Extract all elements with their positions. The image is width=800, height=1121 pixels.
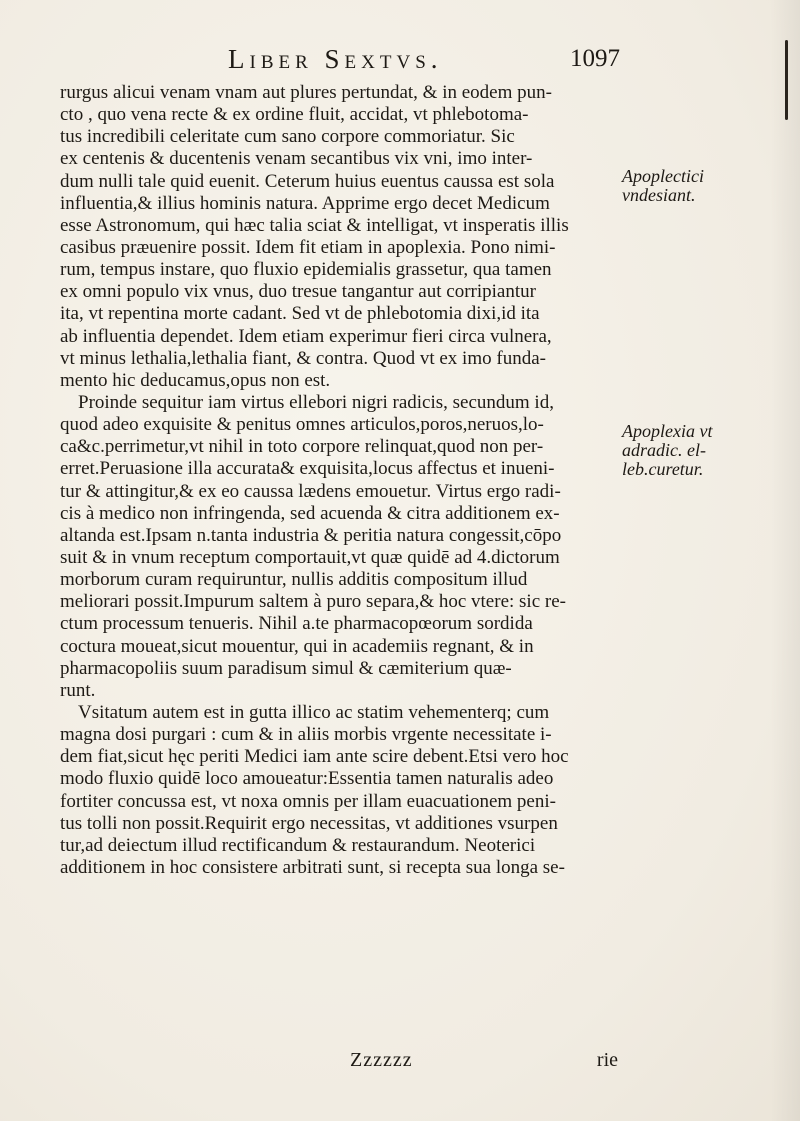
text-line: tus incredibili celeritate cum sano corpore commoriatur. Sic (60, 126, 515, 148)
page-header (228, 44, 620, 78)
text-line: modo fluxio quidē loco amoueatur:Essentia tamen naturalis adeo (60, 768, 554, 790)
text-line: meliorari possit.Impurum saltem à puro separa,& hoc vtere: sic re- (60, 591, 566, 613)
text-line: fortiter concussa est, vt noxa omnis per illam euacuationem peni- (60, 790, 556, 812)
text-line: influentia,& illius hominis natura. Apprime ergo decet Medicum (60, 192, 550, 214)
text-line: tur & attingitur,& ex eo caussa lædens emouetur. Virtus ergo radi- (60, 480, 561, 502)
text-line: cto , quo vena recte & ex ordine fluit, accidat, vt phlebotoma- (60, 104, 529, 126)
text-line: mento hic deducamus,opus non est. (60, 369, 331, 391)
binding-edge (785, 40, 788, 120)
text-line: dum nulli tale quid euenit. Ceterum huius euentus caussa est sola (60, 170, 555, 192)
catchword: rie (596, 1049, 618, 1071)
text-line: vt minus lethalia,lethalia fiant, & contra. Quod vt ex imo funda- (60, 347, 546, 369)
margin-note-apoplectici (622, 167, 732, 205)
binding-shadow (770, 0, 800, 1121)
signature-mark: Zzzzzz (350, 1049, 413, 1071)
text-line: ex centenis & ducentenis venam secantibus vix vni, imo inter- (60, 148, 533, 170)
text-line: ab influentia dependet. Idem etiam experimur fieri circa vulnera, (60, 325, 552, 347)
text-line: tur,ad deiectum illud rectificandum & restaurandum. Neoterici (60, 834, 536, 856)
text-line: magna dosi purgari : cum & in aliis morbis vrgente necessitate i- (60, 724, 552, 746)
text-line: altanda est.Ipsam n.tanta industria & peritia natura congessit,cōpo (60, 524, 562, 546)
text-line: rurgus alicui venam vnam aut plures pertundat, & in eodem pun- (60, 82, 552, 103)
text-line: ctum processum tenueris. Nihil a.te pharmacopœorum sordida (60, 613, 533, 635)
text-line: Proinde sequitur iam virtus ellebori nigri radicis, secundum id, (78, 391, 554, 413)
text-line: rum, tempus instare, quo fluxio epidemialis grassetur, qua tamen (60, 259, 552, 281)
text-line: esse Astronomum, qui hæc talia sciat & intelligat, vt insperatis illis (60, 214, 569, 236)
text-line: erret.Peruasione illa accurata& exquisita,locus affectus et inueni- (60, 458, 555, 480)
text-line: cis à medico non infringenda, sed acuenda & citra additionem ex- (60, 502, 560, 524)
page-number: 1097 (570, 45, 620, 72)
text-line: runt. (60, 679, 96, 701)
text-line: ca&c.perrimetur,vt nihil in toto corpore relinquat,quod non per- (60, 436, 544, 458)
text-line: suit & in vnum receptum comportauit,vt quæ quidē ad 4.dictorum (60, 546, 560, 568)
margin-note-line: Apoplectici (622, 166, 704, 186)
text-line: Vsitatum autem est in gutta illico ac statim vehementerq; cum (78, 701, 550, 723)
margin-note-line: vndesiant. (622, 185, 696, 205)
text-line: ita, vt repentina morte cadant. Sed vt de phlebotomia dixi,id ita (60, 303, 540, 325)
margin-note-line: leb.curetur. (622, 459, 704, 479)
margin-note-line: Apoplexia vt (622, 421, 713, 441)
margin-note-apoplexia (622, 422, 732, 479)
text-line: quod adeo exquisite & penitus omnes articulos,poros,neruos,lo- (60, 414, 544, 436)
text-line: additionem in hoc consistere arbitrati sunt, si recepta sua longa se- (60, 856, 565, 878)
text-line: dem fiat,sicut hęc periti Medici iam ante scire debent.Etsi vero hoc (60, 746, 569, 768)
running-title: Liber Sextvs. (228, 44, 443, 74)
text-line: casibus præuenire possit. Idem fit etiam in apoplexia. Pono nimi- (60, 236, 556, 258)
margin-note-line: adradic. el- (622, 440, 706, 460)
text-line: morborum curam requiruntur, nullis additis compositum illud (60, 569, 528, 591)
text-line: tus tolli non possit.Requirit ergo necessitas, vt additiones vsurpen (60, 812, 558, 834)
text-line: pharmacopoliis suum paradisum simul & cæmiterium quæ- (60, 657, 512, 679)
text-line: ex omni populo vix vnus, duo tresue tangantur aut corripiantur (60, 281, 536, 303)
text-line: coctura moueat,sicut mouentur, qui in academiis regnant, & in (60, 635, 534, 657)
body-text (60, 82, 620, 879)
page-footer (60, 1049, 620, 1071)
